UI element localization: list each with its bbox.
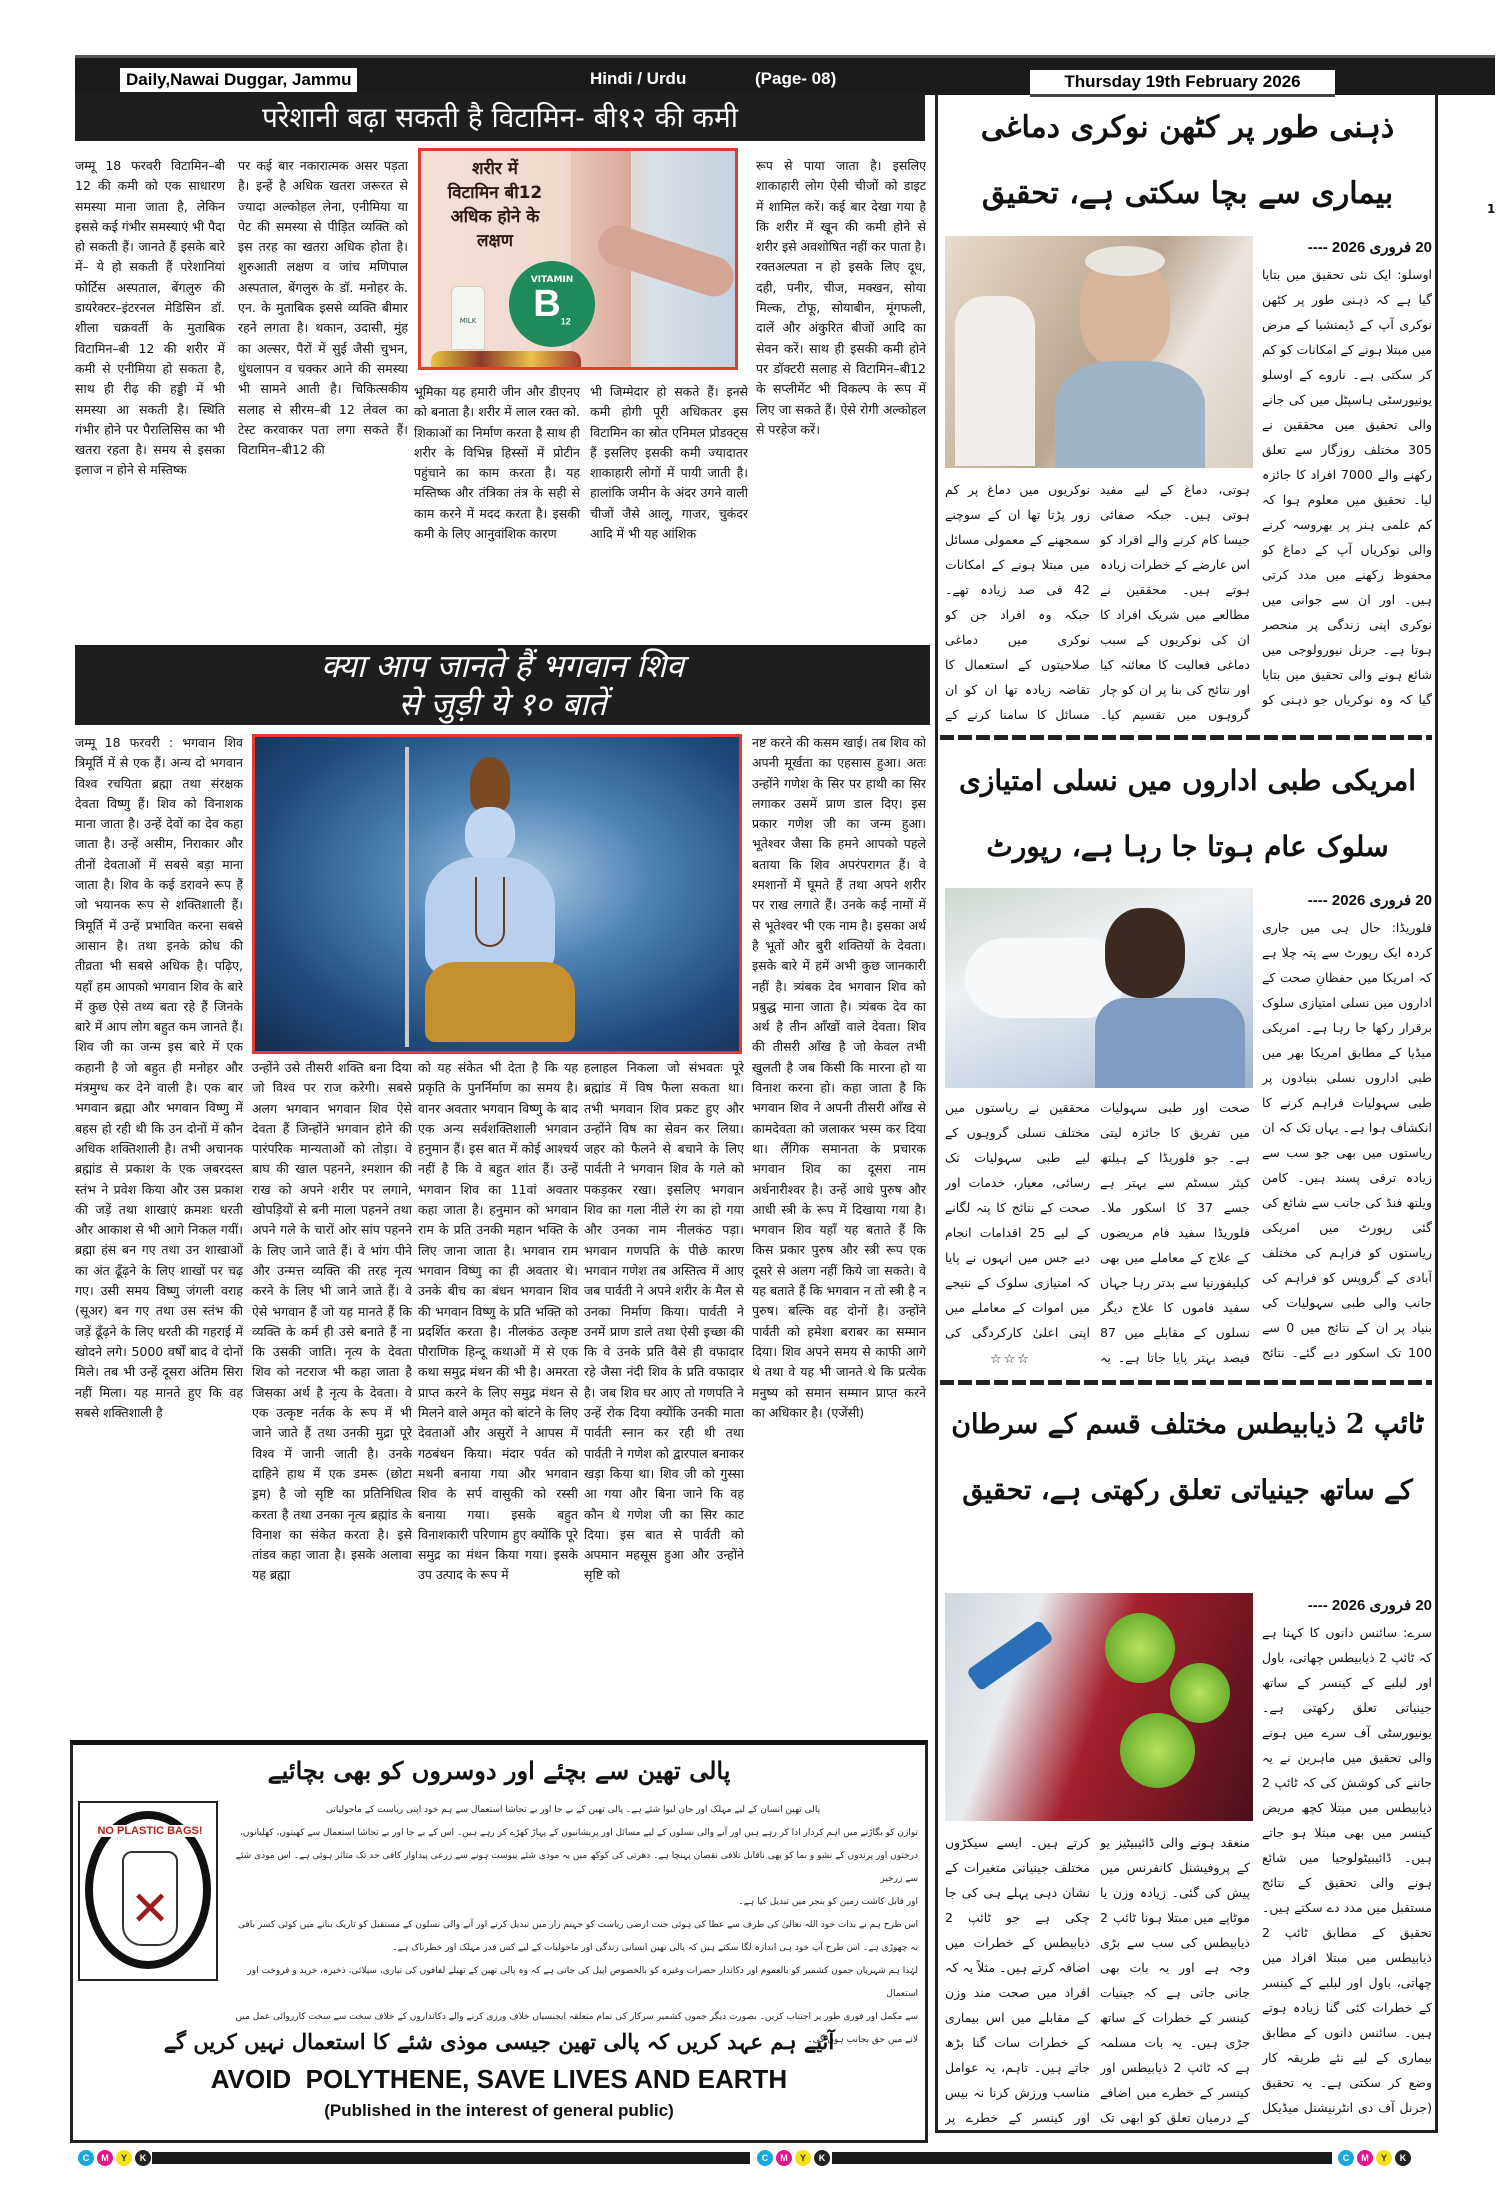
- urdu3-col-left: کرتے ہیں۔ ایسے سیکڑوں مختلف جینیاتی متغیرات کے نشان دہی پہلے ہی کی جا چکی ہے جو ٹائپ 2 ذیابیطس کے خطرات میں اضافہ کرتے ہیں۔ مثلاً یہ کہ افراد میں صحت مند وزن کے مقابلے میں اس بیماری کے خطرات سات گنا بڑھ جاتے ہیں۔ تاہم، یہ عوامل مناسب ورزش کرنا نہ بیس اور کینسر کے خطرے پر: [945, 1835, 1090, 2125]
- badge-letter: [509, 285, 595, 341]
- ad-body-line: اس طرح ہم نے بذات خود اللہ تعالیٰ کی طرف سے عطا کی ہوئی جنت ارضی ریاست کو جہنم زار میں تبدیل کرنے اور آنے والی نسلوں کے مستقبل کو تاریک بنانے میں کوئی کسر باقی: [237, 1920, 918, 1930]
- article1-col5: रूप से पाया जाता है। इसलिए शाकाहारी लोग ऐसी चीजों को डाइट में शामिल करें। कई बार देखा गया है कि शरीर में खून की कमी होने से शरीर इसे अवशोषित नहीं कर पाता है। रक्तअल्पता न हो इसके लिए दूध, दही, पनीर, चीज, मक्खन, सोया मिल्क, टोफू, सोयाबीन, मूंगफली, दालें और अंकुरित बीजों आदि का सेवन करें। साथ ही इसकी कमी होने पर डॉक्टरी सलाह से विटामिन–बी12 के सप्लीमेंट भी विकल्प के रूप में लिए जा सकते हैं। ऐसे रोगी अल्कोहल से परहेज करें।: [756, 158, 926, 437]
- masthead: [75, 55, 1495, 95]
- urdu2-col-left: محققین نے ریاستوں میں مختلف نسلی گروہوں کے لیے طبی سہولیات تک رسائی، معیار، خدمات اور صحت کے نتائج کا پتہ لگانے کے لیے 25 اقدامات انجام دیے جس میں انہوں نے پایا کہ امتیازی سلوک کے نتیجے میں اموات کے معاملے میں اپنی اعلیٰ کارکردگی کی: [945, 1100, 1090, 1340]
- cmyk-marks-center: [757, 2150, 830, 2166]
- divider-dash: [940, 735, 1432, 740]
- ad-body-line: نہ چھوڑی ہے۔ اس طرح آپ خود ہی اندازہ لگا سکتے ہیں کہ پالی تھین انسانی زندگی اور ماحولیات کے لیے کس قدر مہلک اور خطرناک ہے۔: [392, 1943, 918, 1953]
- article2-headline-line2: से जुड़ी ये १० बातें: [398, 685, 607, 723]
- urdu3-headline-line2: کے ساتھ جینیاتی تعلق رکھتی ہے، تحقیق: [962, 1475, 1413, 1506]
- ad-headline: پالی تھین سے بچئے اور دوسروں کو بھی بچائیے: [267, 1756, 731, 1785]
- article2-headline-line1: क्या आप जानते हैं भगवान शिव: [321, 647, 684, 685]
- caption-line: अधिक होने के: [450, 207, 540, 227]
- ad-body-line: درختوں اور پرندوں کے نشو و نما کو بھی ناقابل تلافی نقصان پہنچا ہے۔ دھرتی کی کوکھ میں یہ موذی شئے پیوست ہونے سے زرعی پیداوار کافی حد تک متاثر ہوئی ہے۔ اس موذی شئے سے زرخیز: [235, 1851, 918, 1884]
- cross-icon: ✕: [130, 1881, 171, 1937]
- yellow-mark-icon: Y: [116, 2150, 132, 2166]
- yellow-mark-icon: Y: [795, 2150, 811, 2166]
- urdu2-col-right: فلوریڈا: حال ہی میں جاری کردہ ایک رپورٹ سے پتہ چلا ہے کہ امریکا میں حفظانِ صحت کے اداروں میں نسلی امتیازی سلوک برقرار رکھا جا رہا ہے۔ امریکی میڈیا کے مطابق امریکا بھر میں طبی اداروں نسلی بنیادوں پر طبی سہولیات فراہم کرنے کا انکشاف ہوا ہے۔ یہاں تک کہ ان ریاستوں میں بھی جو سب سے زیادہ ترقی پسند ہیں۔ کامن ویلتھ فنڈ کی جانب سے شائع کی گئی رپورٹ میں امریکی ریاستوں کو فراہم کی مختلف آبادی کے گروپس کو فراہم کی جانب والی طبی سہولیات کی بنیاد پر ان کے نتائج میں 0 سے 100 تک اسکور دیے گئے۔ نتائج: [1262, 920, 1432, 1360]
- urdu1-headline: [945, 95, 1430, 227]
- diabetes-cells-image: [945, 1593, 1253, 1821]
- face-shape: [465, 807, 515, 862]
- caption-line: विटामिन बी12: [447, 183, 543, 203]
- article1-col4: भी जिम्मेदार हो सकते हैं। इनसे कमी होगी पूरी अधिकतर इस विटामिन का स्रोत एनिमल प्रोडक्ट्स हैं इसलिए इसकी कमी ज्यादातर शाकाहारी लोगों में पायी जाती है। हालांकि जमीन के अंदर उगने वाली चीजों जैसे आलू, गाजर, चुकंदर आदि में भी यह आंशिक: [590, 384, 748, 542]
- polythene-ad: [70, 1740, 928, 2143]
- black-mark-icon: K: [1395, 2150, 1411, 2166]
- article2-col-b2: को यह संकेत भी देता है कि यह प्रकृति के पुनर्निर्माण का समय है। वानर अवतार भगवान विष्णु के बाद एक अन्य सर्वशक्तिशाली भगवान हनुमान हैं। इस बात में कोई आश्चर्य नहीं है कि वे बहुत शांत हैं। उन्हें भगवान शिव का 11वां अवतार कहा जाता है। हनुमान को भगवान राम के प्रति उनकी महान भक्ति के लिए जाना जाता है। भगवान राम भगवान विष्णु का ही अवतार थे। उनके बीच का बंधन भगवान शिव की भगवान विष्णु के प्रति भक्ति को प्रदर्शित करता है। नीलकंठ उत्कृष्ट पौराणिक हिन्दू कथाओं में से एक कथा समुद्र मंथन की भी है। अमरता प्राप्त करने के लिए समुद्र मंथन से मिलने वाले अमृत को बांटने के लिए देवताओं और असुरों ने आपस में गठबंधन किया। मंदार पर्वत को मथनी बनाया गया और भगवान शिव के सर्प वासुकी को रस्सी बनाया गया। इसके बहुत विनाशकारी परिणाम हुए क्योंकि पूरे समुद्र का मंथन किया गया। इसके उप उत्पाद के रूप में: [418, 1060, 578, 1583]
- face-shape: [1105, 908, 1185, 998]
- footer-bar: [152, 2152, 750, 2164]
- image-caption: [425, 157, 565, 253]
- caption-line: शरीर में: [472, 159, 518, 179]
- vitamin-b12-image: [418, 148, 738, 370]
- article2-col-left: जम्मू 18 फरवरी : भगवान शिव त्रिमूर्ति में से एक हैं। अन्य दो भगवान विश्व रचयिता ब्रह्मा तथा संरक्षक देवता विष्णु हैं। शिव को विनाशक माना जाता है। उन्हें देवों का देव कहा जाता है। उन्हें असीम, निराकार और तीनों देवताओं में सबसे बड़ा माना जाता है। शिव के कई डरावने रूप हैं जो भयानक रूप से शक्तिशाली हैं। त्रिमूर्ति में उन्हें प्रभावित करना सबसे आसान है। तथा इनके क्रोध की तीव्रता भी सबसे अधिक है। पढ़िए, यहाँ हम आपको भगवान शिव के बारे में कुछ ऐसे तथ्य बता रहे हैं जिनके बारे में आप लोग बहुत कम जानते हैं। शिव जी का जन्म इस बारे में एक कहानी है जो बहुत ही मनोहर और मंत्रमुग्ध कर देने वाली है। एक बार भगवान ब्रह्मा और भगवान विष्णु में बहस हो रही थी कि उन दोनों में कौन अधिक शक्तिशाली है। तभी अचानक ब्रह्मांड से प्रकाश के एक जबरदस्त स्तंभ ने प्रवेश किया और उस प्रकाश की जड़ें तथा शाखाएं क्रमशः धरती और आकाश से भी आगे निकल गयीं। ब्रह्मा हंस बन गए तथा उन शाखाओं का अंत ढूँढ़ने के लिए शाखों पर चढ़ गए। उसी समय विष्णु जंगली वराह (सूअर) बन गए तथा उस स्तंभ की जड़ें ढूँढ़ने के लिए धरती की गहराई में खोदने लगे। 5000 वर्षों बाद वे दोनों मिले। तब भी उन्हें दूसरा अंतिम सिरा नहीं मिला। यह मानते हुए कि वह सबसे शक्तिशाली है: [75, 735, 243, 1420]
- black-mark-icon: K: [814, 2150, 830, 2166]
- cyan-mark-icon: C: [78, 2150, 94, 2166]
- article2-col-right: नष्ट करने की कसम खाई। तब शिव को अपनी मूर्खता का एहसास हुआ। अतः उन्होंने गणेश के सिर पर हाथी का सिर लगाकर उसमें प्राण डाल दिए। इस प्रकार गणेश जी का जन्म हुआ। भूतेश्वर जैसा कि हमने आपको पहले बताया कि शिव अपरंपरागत हैं। वे श्मशानों में घूमते हैं तथा अपने शरीर पर राख लगाते हैं। उनके कई नामों में से भूतेश्वर भी एक नाम है। इसका अर्थ है भूतों और बुरी शक्तियों के देवता। इसके बारे में हमें अभी कुछ जानकारी नहीं है। त्र्यंबक देव भगवान शिव को प्रबुद्ध माना जाता है। त्र्यंबक देव का अर्थ है तीन आँखों वाले देवता। शिव की तीसरी आँख है जो केवल तभी खुलती है जब किसी कि मारना हो या विनाश करना हो। कहा जाता है कि भगवान शिव ने अपनी तीसरी आँख से कामदेवता को जलाकर भस्म कर दिया था। लैंगिक समानता के प्रचारक भगवान शिव का दूसरा नाम अर्धनारीश्वर है। उन्हें आधे पुरुष और आधी स्त्री के रूप में दिखाया गया है। भगवान शिव यहाँ यह बताते हैं कि किस प्रकार पुरुष और स्त्री रूप एक दूसरे से अलग नहीं किये जा सकते। वे यह बताते हैं कि भगवान न तो स्त्री है न पुरुष। बल्कि वह दोनों है। उन्होंने पार्वती को हमेशा बराबर का सम्मान दिया। शिव अपने समय से काफी आगे थे तथा वे यह भी जानते थे कि प्रत्येक मनुष्य को समान सम्मान प्राप्त करने का अधिकार है। (एजेंसी): [752, 735, 926, 1420]
- yellow-mark-icon: Y: [1376, 2150, 1392, 2166]
- page-number: (Page- 08): [755, 69, 837, 88]
- cyan-mark-icon: C: [757, 2150, 773, 2166]
- urdu1-headline-line2: بیماری سے بچا سکتی ہے، تحقیق: [981, 176, 1394, 211]
- urdu2-headline-line1: امریکی طبی اداروں میں نسلی امتیازی: [958, 764, 1417, 797]
- magenta-mark-icon: M: [97, 2150, 113, 2166]
- urdu2-col-mid: صحت اور طبی سہولیات میں تفریق کا جائزہ لیتی ہے۔ جو فلوریڈا کے ہیلتھ کیئر سسٹم سے بہتر ہے جسے 37 کا اسکور ملا۔ فلوریڈا سفید فام مریضوں کے علاج کے معاملے میں بھی کیلیفورنیا سے بدتر رہا جہاں سفید فاموں کا علاج دیگر نسلوں کے مقابلے میں 87 فیصد بہتر پایا جاتا ہے۔ یہ: [1100, 1100, 1250, 1365]
- ad-published: (Published in the interest of general public): [324, 2101, 674, 2120]
- urdu1-col-right: اوسلو: ایک نئی تحقیق میں بتایا گیا ہے کہ ذہنی طور پر کٹھن نوکری آپ کے ڈیمنشیا کے مرض میں مبتلا ہونے کے امکانات کو کم کر سکتی ہے۔ ناروے کے اوسلو یونیورسٹی ہاسپٹل میں کی جانے والی تحقیق میں محققین نے 305 مختلف روزگار سے تعلق رکھنے والے 7000 افراد کا جائزہ لیا۔ تحقیق میں معلوم ہوا کہ کم علمی ہنر پر بھروسہ کرنے والی نوکریاں آپ کے دماغ کو محفوظ رکھنے میں مدد کرتی ہیں۔ اور ان سے جوانی میں نوکری اپنی زندگی پر منحصر ہوتا ہے۔ جرنل نیورولوجی میں شائع ہونے والی تحقیق میں بتایا گیا کہ وہ نوکریاں جو ذہنی کو: [1262, 267, 1432, 707]
- badge-letter-text: B: [533, 283, 561, 325]
- end-stars: ☆☆☆: [990, 1352, 1031, 1367]
- gown-shape: [1095, 998, 1245, 1088]
- cmyk-marks-right: [1338, 2150, 1411, 2166]
- divider-dash: [940, 1380, 1432, 1385]
- paper-name: Daily,Nawai Duggar, Jammu: [120, 68, 357, 92]
- divider-right: [1435, 93, 1438, 1833]
- magenta-mark-icon: M: [776, 2150, 792, 2166]
- issue-date: Thursday 19th February 2026: [1030, 70, 1335, 97]
- cyan-mark-icon: C: [1338, 2150, 1354, 2166]
- article1-col2: पर कई बार नकारात्मक असर पड़ता है। इन्हें है अधिक खतरा जरूरत से ज्यादा अल्कोहल लेना, एनीमिया या पेट की समस्या से पीड़ित व्यक्ति को इस तरह का खतरा अधिक होता है। शुरुआती लक्षण व जांच मणिपाल अस्पताल, बेंगलुरु के डॉ. मनोहर के. एन. के मुताबिक इससे व्यक्ति बीमार रहने लगता है। थकान, उदासी, मुंह का अल्सर, पैरों में सुई जैसी चुभन, धुंधलापन व चक्कर आने की समस्या भी सामने आती है। चिकित्सकीय सलाह से सीरम–बी 12 लेवल का टेस्ट करवाकर पता लगा सकते हैं। विटामिन–बी12 की: [238, 158, 408, 458]
- shiva-image: [252, 734, 742, 1054]
- footer-bar: [832, 2152, 1332, 2164]
- food-icon: [431, 351, 581, 370]
- no-plastic-sign: [78, 1801, 218, 1981]
- ad-slogan: AVOID POLYTHENE, SAVE LIVES AND EARTH: [210, 2064, 788, 2094]
- hair-shape: [1085, 246, 1165, 276]
- milk-bottle-icon: [451, 286, 485, 350]
- ad-body-line: اور قابل کاشت زمین کو بنجر میں تبدیل کیا ہے۔: [738, 1897, 918, 1907]
- elderly-man-image: [945, 236, 1253, 468]
- trident-icon: [405, 747, 409, 1047]
- cell-icon: [1120, 1713, 1195, 1788]
- article1-headline: परेशानी बढ़ा सकती है विटामिन- बी१२ की कमी: [75, 93, 925, 141]
- article1-col3: भूमिका यह हमारी जीन और डीएनए को बनाता है। शरीर में लाल रक्त को. शिकाओं का निर्माण करता है साथ ही शरीर के विभिन्न हिस्सों में प्रोटीन पहुंचाने का काम करता है। यह मस्तिष्क और तंत्रिका तंत्र के सही से काम करने में मदद करता है। इसकी कमी के लिए आनुवांशिक कारण: [414, 384, 580, 542]
- milk-label: MILK: [459, 317, 477, 325]
- urdu3-headline: [945, 1392, 1430, 1524]
- sign-text: NO PLASTIC BAGS!: [90, 1825, 210, 1837]
- urdu3-headline-line1: ٹائپ 2 ذیابیطس مختلف قسم کے سرطان: [951, 1409, 1424, 1440]
- urdu2-headline-line2: سلوک عام ہوتا جا رہا ہے، رپورٹ: [986, 830, 1389, 863]
- cell-icon: [1170, 1663, 1230, 1723]
- article2-col-b1: उन्होंने उसे तीसरी शक्ति बना दिया जो विश्व पर राज करेगी। सबसे अलग भगवान भगवान शिव ऐसे देवता हैं जिन्होंने भगवान होने की पारंपरिक मान्यताओं को तोड़ा। वे बाघ की खाल पहनने, श्मशान की राख को अपने शरीर पर लगाने, खोपड़ियों से बनी माला पहनने तथा अपने गले के चारों ओर सांप पहनने के लिए जाने जाते हैं। वे भांग पीने और उन्मत्त व्यक्ति की तरह नृत्य करने के लिए भी जाने जाते हैं। वे ऐसे भगवान हैं जो यह मानते हैं कि व्यक्ति के कर्म ही उसे बनाते हैं ना कि उसकी जाति। नृत्य के देवता शिव को नटराज भी कहा जाता है जिसका अर्थ है नृत्य के देवता। वे एक उत्कृष्ट नर्तक के रूप में भी जाने जाते हैं तथा उनकी मुद्रा पूरे विश्व में जानी जाती है। उनके दाहिने हाथ में एक डमरू (छोटा ड्रम) है जो सृष्टि का प्रतिनिधित्व करता है तथा उनका नृत्य ब्रह्मांड के विनाश का संकेत करता है। इसे तांडव कहा जाता है। इसके अलावा यह ब्रह्मा: [252, 1060, 412, 1583]
- shirt-shape: [1055, 361, 1205, 468]
- black-mark-icon: K: [135, 2150, 151, 2166]
- article2-col-b3: हलाहल निकला जो संभवतः पूरे ब्रह्मांड में विष फैला सकता था। तभी भगवान शिव प्रकट हुए और उन्होंने विष का सेवन कर लिया। जहर को फैलने से बचाने के लिए पार्वती ने भगवान शिव के गले को पकड़कर रखा। इसलिए भगवान शिव का गला नीले रंग का हो गया और उनका नाम नीलकंठ पड़ा। भगवान गणपति के पीछे कारण भगवान गणेश तब अस्तित्व में आए जब पार्वती ने अपने शरीर के मैल से उनका निर्माण किया। पार्वती ने उनमें प्राण डाले तथा ऐसी इच्छा की कि वे उनके प्रति वैसे ही वफादार रहे जैसा नंदी शिव के प्रति वफादार है। जब शिव घर आए तो गणपति ने उन्हें रोक दिया क्योंकि उनकी माता पार्वती स्नान कर रही थी तथा पार्वती ने गणेश को द्वारपाल बनाकर खड़ा किया था। शिव जी को गुस्सा आ गया और बिना जाने कि वह कौन थे गणेश जी का सिर काट दिया। इस बात से पार्वती को अपमान महसूस हुआ और उन्होंने सृष्टि को: [584, 1060, 744, 1583]
- pillow-shape: [965, 938, 1125, 1018]
- ad-body-line: لہٰذا ہم شہریان جموں کشمیر کو بالعموم اور دکاندار حضرات وغیرہ کو بالخصوص اپیل کی جاتی ہے کہ وہ پالی تھین کے تھیلے لفافوں کی تیاری، سپلائی، ذخیرہ، خرید و فروخت اور استعمال: [247, 1966, 918, 1999]
- urdu1-col-mid: ہوتی، دماغ کے لیے مفید ہوتی ہیں۔ جبکہ صفائی جیسا کام کرنے والے افراد کو اس عارضے کے خطرات زیادہ ہوتے ہیں۔ محققین نے مطالعے میں شریک افراد کا ان کی نوکریوں کے سبب دماغی فعالیت کا معائنہ کیا اور نتائج کی بنا پر ان کو چار گروہوں میں تقسیم کیا۔: [1100, 482, 1250, 722]
- urdu2-dateline: 20 فروری 2026 ----: [1307, 892, 1432, 909]
- margin-mark: 1: [1487, 202, 1496, 216]
- cell-icon: [1105, 1613, 1175, 1683]
- ad-pledge: آئیے ہم عہد کریں کہ پالی تھین جیسی موذی شئے کا استعمال نہیں کریں گے: [163, 2029, 835, 2054]
- urdu2-headline: [945, 748, 1430, 880]
- article1-col1: जम्मू 18 फरवरी विटामिन–बी 12 की कमी को एक साधारण समस्या माना जाता है, लेकिन इससे कई गंभीर समस्याएं भी पैदा हो सकती हैं। जानते हैं इसके बारे में– ये हो सकती हैं परेशानियां फोर्टिस अस्पताल, बेंगलुरु की डायरेक्टर–इंटरनल मेडिसिन डॉ. शीला चक्रवर्ती के मुताबिक विटामिन–बी 12 की शरीर में कमी से एनीमिया हो सकता है, साथ ही रीढ़ की हड्डी में भी समस्या आ सकती है। स्थिति गंभीर होने पर पैरालिसिस का भी खतरा रहता है। समय से इसका इलाज न होने से मस्तिष्क: [75, 158, 225, 478]
- urdu3-col-right: سرے: سائنس دانوں کا کہنا ہے کہ ٹائپ 2 ذیابیطس چھاتی، باول اور لبلبے کے کینسر کے ساتھ جینیاتی تعلق رکھتی ہے۔ یونیورسٹی آف سرے میں ہونے والی تحقیق میں ماہرین نے یہ جاننے کی کوشش کی کہ ٹائپ 2 ذیابیطس میں مبتلا کچھ مریض کینسر میں بھی مبتلا ہو جاتے ہیں۔ ڈائیبیٹولوجیا میں شائع ہونے والی تحقیق کے نتائج مستقبل میں مدد دے سکتے ہیں۔ تحقیق کے مطابق ٹائپ 2 ذیابیطس میں مبتلا افراد میں چھاتی، باول اور لبلبے کے کینسر کے خطرات کئی گنا زیادہ ہوتے ہیں۔ سائنس دانوں کے مطابق بیماری کے لیے نئے طریقہ کار وضع کر سکتی ہے۔ یہ تحقیق (جرنل آف دی انٹرنیشنل میڈیکل: [1262, 1625, 1432, 2115]
- ad-body-line: توازن کو بگاڑنے میں اہم کردار ادا کر رہے ہیں اور آنے والی نسلوں کے لیے مسائل اور پریشانیوں کے پہاڑ کھڑے کر رہے ہیں۔ اس کے بے جا اور بے تحاشا استعمال سے کھیتوں، کھلیانوں،: [240, 1828, 918, 1838]
- badge-label: VITAMIN: [530, 275, 574, 285]
- hair-shape: [470, 757, 510, 812]
- magenta-mark-icon: M: [1357, 2150, 1373, 2166]
- urdu1-col-left: نوکریوں میں دماغ پر کم زور پڑتا تھا ان کے سوچنے سمجھنے کے معمولی مسائل میں مبتلا ہونے کے امکانات 42 فی صد زیادہ تھے۔ جبکہ وہ افراد جن کو نوکری میں دماغی صلاحیتوں کے استعمال کا تقاضہ زیادہ تھا ان کو ان مسائل کا سامنا کرنے کے: [945, 482, 1090, 722]
- ad-body-line: سے مکمل اور فوری طور پر اجتناب کریں۔ بصورت دیگر جموں کشمیر سرکار کی تمام متعلقہ ایجنسیاں خلاف ورزی کرنے والے دکانداروں کے خلاف سخت سے سخت کارروائی عمل میں لانے میں حق بجانب ہوں گی۔: [235, 2012, 918, 2045]
- divider-left: [935, 93, 938, 1833]
- ad-body-line: پالی تھین انسان کے لیے مہلک اور جان لیوا شئے ہے۔ پالی تھین کے بے جا اور بے تحاشا استعمال سے ہم خود اپنی ریاست کے ماحولیاتی: [325, 1805, 821, 1815]
- beads-shape: [475, 877, 505, 947]
- urdu1-headline-line1: ذہنی طور پر کٹھن نوکری دماغی: [980, 110, 1395, 145]
- vitamin-badge-icon: [509, 261, 595, 347]
- urdu3-col-mid: منعقد ہونے والی ڈائیبیٹیز یو کے پروفیشنل کانفرنس میں پیش کی گئی۔ زیادہ وزن یا موٹاپے میں مبتلا ہونا ٹائپ 2 ذیابیطس کی سب سے بڑی وجہ ہے اور یہ بات بھی جانی جاتی ہے کہ جینیات کینسر کے خطرات کے ساتھ جڑی ہیں۔ یہ بات مسلمہ ہے کہ ٹائپ 2 ذیابیطس اور کینسر کے خطرے میں اضافے کے درمیان تعلق کو ابھی تک: [1100, 1835, 1250, 2125]
- article2-headline: [75, 645, 930, 725]
- ad-body: [228, 1799, 918, 2052]
- hospital-patient-image: [945, 888, 1253, 1088]
- urdu3-dateline: 20 فروری 2026 ----: [1307, 1597, 1432, 1614]
- cmyk-marks-left: [78, 2150, 151, 2166]
- caption-line: लक्षण: [476, 231, 513, 251]
- glucometer-icon: [966, 1619, 1054, 1691]
- languages: Hindi / Urdu: [590, 69, 687, 88]
- badge-sub: 12: [560, 316, 571, 327]
- doctor-shape: [955, 296, 1035, 466]
- urdu1-dateline: 20 فروری 2026 ----: [1307, 239, 1432, 256]
- garment-shape: [425, 962, 575, 1042]
